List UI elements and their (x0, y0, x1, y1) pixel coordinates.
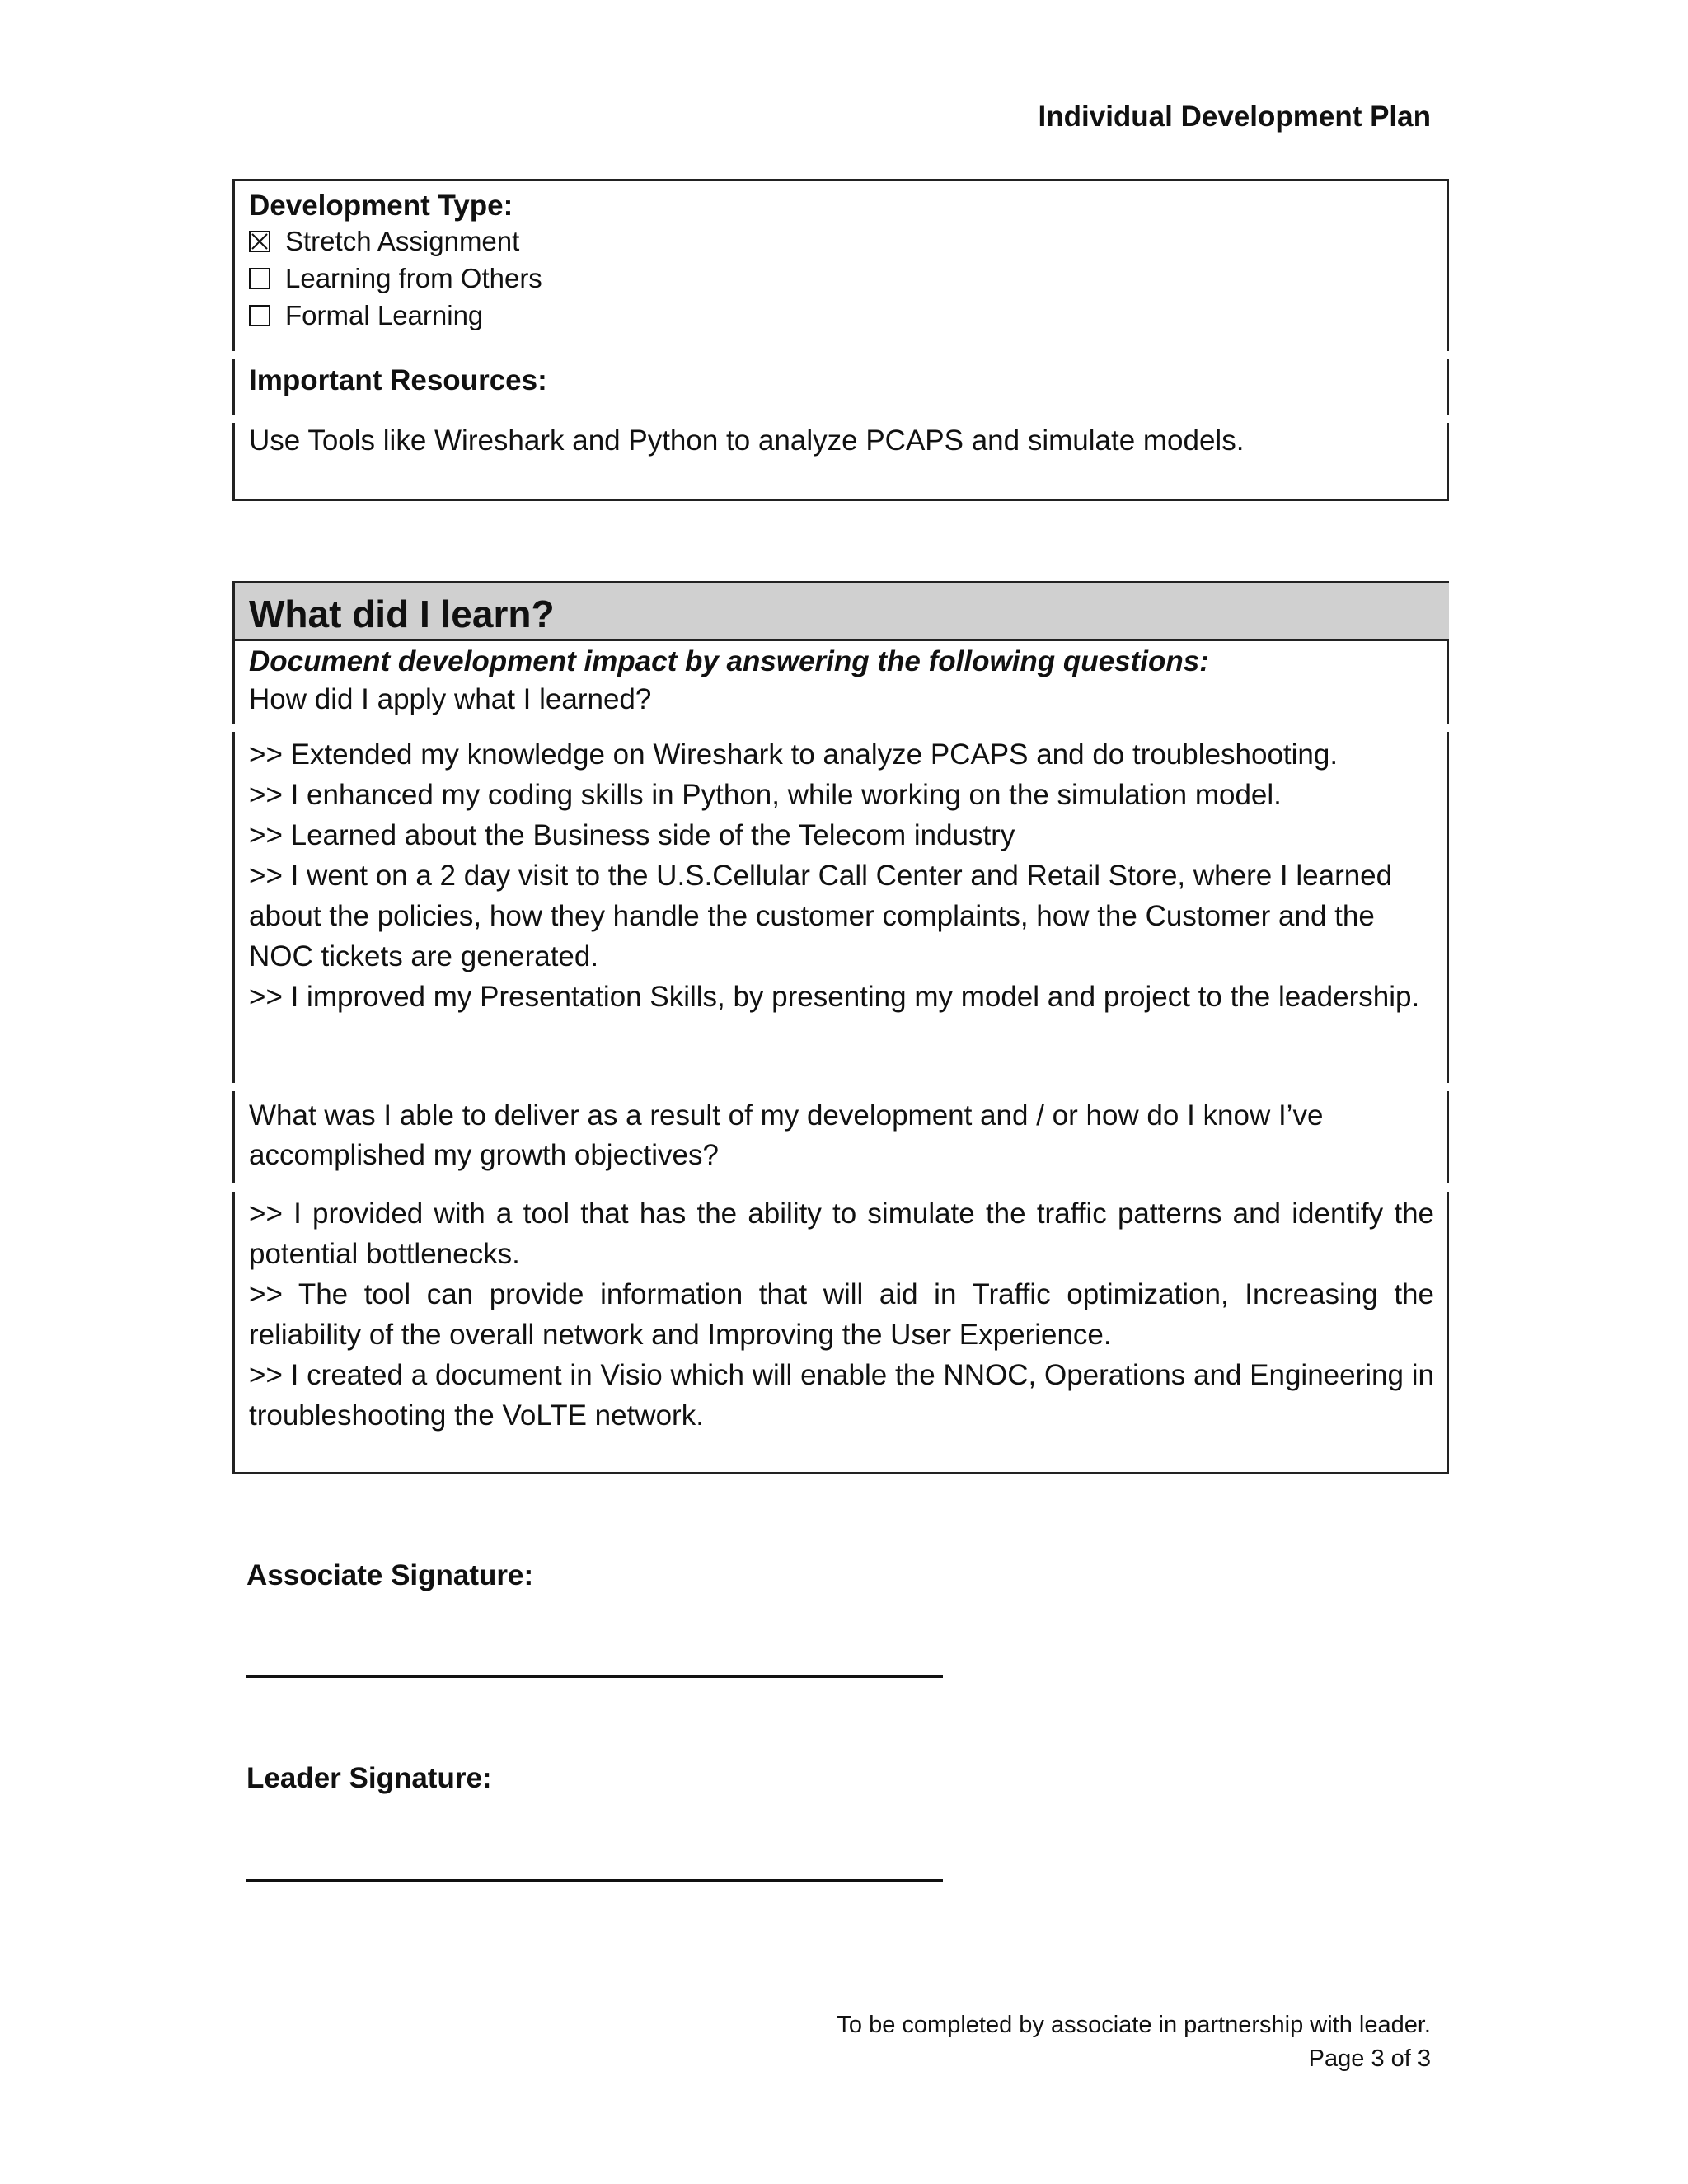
answer-apply (249, 734, 1436, 1017)
checked-checkbox-icon[interactable] (249, 231, 270, 252)
development-type-label: Learning from Others (285, 263, 542, 293)
development-type-label: Stretch Assignment (285, 226, 520, 256)
instruction-text: Document development impact by answering the following questions: (249, 645, 1209, 677)
answer-line: >> Extended my knowledge on Wireshark to analyze PCAPS and do troubleshooting. (249, 738, 1339, 771)
section-title: What did I learn? (249, 593, 555, 635)
development-type-title: Development Type: (249, 190, 513, 222)
answer-line: >> Learned about the Business side of the Telecom industry (249, 819, 1015, 851)
answer-line: >> I provided with a tool that has the ability to simulate the traffic patterns and identify the potential bottlenecks. (249, 1197, 1434, 1270)
development-type-box (232, 179, 1449, 501)
development-type-label: Formal Learning (285, 300, 484, 330)
answer-line: >> I went on a 2 day visit to the U.S.Cellular Call Center and Retail Store, where I learned about the policies, how they handle the customer complaints, how the Customer and the NOC tickets are generated. (249, 860, 1393, 972)
footer-note: To be completed by associate in partnership with leader. (837, 2012, 1431, 2038)
unchecked-checkbox-icon[interactable] (249, 268, 270, 289)
development-type-item (249, 260, 542, 297)
section-header (235, 583, 1449, 641)
question-apply: How did I apply what I learned? (249, 683, 652, 715)
resources-text: Use Tools like Wireshark and Python to analyze PCAPS and simulate models. (249, 424, 1245, 457)
answer-deliver (249, 1193, 1434, 1436)
unchecked-checkbox-icon[interactable] (249, 305, 270, 326)
development-type-item (249, 297, 542, 334)
answer-line: >> The tool can provide information that will aid in Traffic optimization, Increasing the reliability of the overall network and Improving the User Experience. (249, 1278, 1434, 1351)
page-number: Page 3 of 3 (1308, 2046, 1431, 2072)
what-did-i-learn-box (232, 581, 1449, 1474)
development-type-list (249, 223, 542, 334)
answer-line: >> I enhanced my coding skills in Python, while working on the simulation model. (249, 779, 1282, 811)
resources-label: Important Resources: (249, 364, 547, 396)
associate-signature-line[interactable] (246, 1675, 943, 1678)
answer-line: >> I improved my Presentation Skills, by presenting my model and project to the leadership. (249, 981, 1420, 1013)
development-type-item (249, 223, 542, 260)
leader-signature-label: Leader Signature: (246, 1762, 492, 1794)
leader-signature-line[interactable] (246, 1879, 943, 1882)
associate-signature-label: Associate Signature: (246, 1559, 534, 1591)
answer-line: >> I created a document in Visio which will enable the NNOC, Operations and Engineering in troubleshooting the VoLTE network. (249, 1359, 1434, 1432)
document-title: Individual Development Plan (1038, 101, 1431, 133)
question-deliver: What was I able to deliver as a result of my development and / or how do I know I’ve accomplished my growth objectives? (249, 1099, 1324, 1171)
